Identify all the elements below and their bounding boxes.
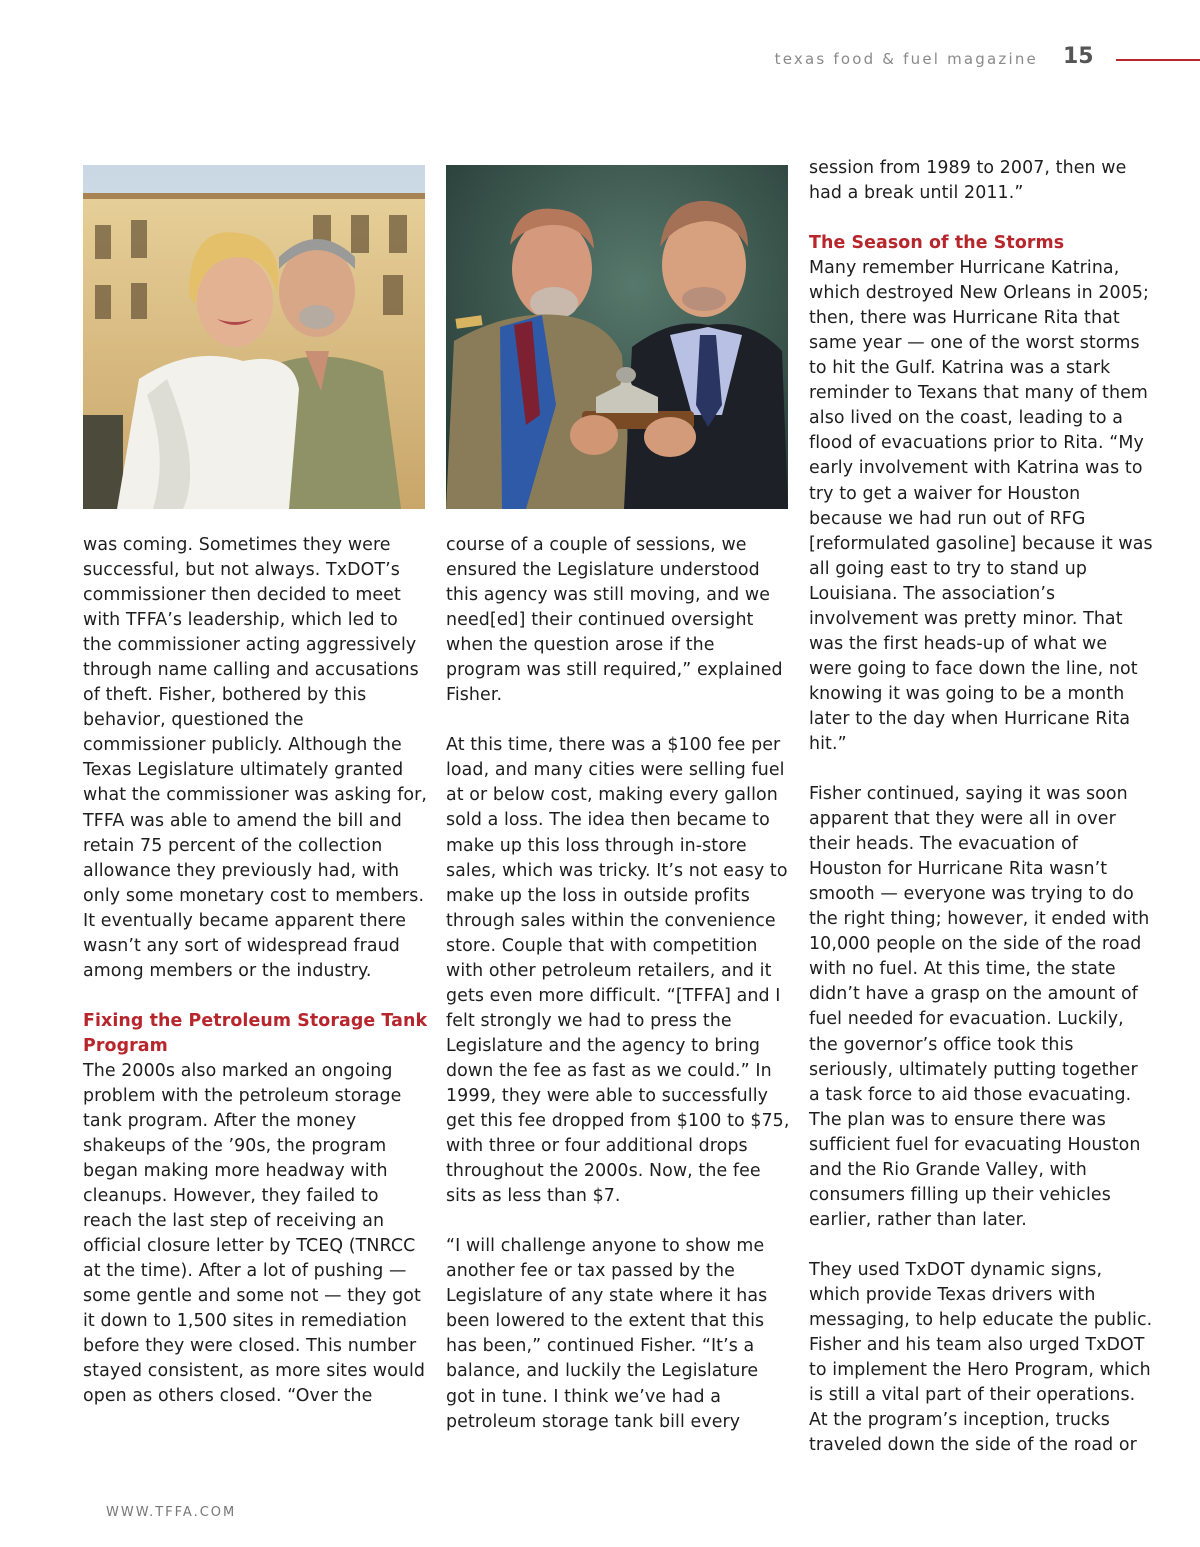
page-number: 15 bbox=[1063, 44, 1094, 69]
body-paragraph: They used TxDOT dynamic signs, which provide Texas drivers with messaging, to help educate the public. Fisher and his team also urged TxDOT to implement the Hero Program, which is still a vital part of their operations. At the program’s inception, trucks traveled down the side of the road or bbox=[809, 1259, 1153, 1456]
article-column-1 bbox=[83, 533, 428, 1410]
article-column-2 bbox=[446, 533, 791, 1435]
couple-portrait-photo bbox=[83, 165, 425, 509]
body-paragraph: “I will challenge anyone to show me another fee or tax passed by the Legislature of any state where it has been lowered to the extent that this has been,” continued Fisher. “It’s a balance, and luckily the Legislature got in tune. I think we’ve had a petroleum storage tank bill every bbox=[446, 1236, 768, 1432]
magazine-title: texas food & fuel magazine bbox=[774, 50, 1038, 68]
body-paragraph: session from 1989 to 2007, then we had a break until 2011.” bbox=[809, 158, 1127, 204]
body-paragraph: At this time, there was a $100 fee per load, and many cities were selling fuel at or below cost, making every gallon sold a loss. The idea then became to make up this loss through in-store sales, which was tricky. It’s not easy to make up the loss in outside profits through sales within the convenience store. Couple that with competition with other petroleum retailers, and it gets even more difficult. “[TFFA] and I felt strongly we had to press the Legislature and the agency to bring down the fee as fast as we could.” In 1999, they were able to successfully get this fee dropped from $100 to $75, with three or four additional drops throughout the 2000s. Now, the fee sits as less than $7. bbox=[446, 735, 790, 1207]
header-rule bbox=[1116, 59, 1200, 61]
body-paragraph: was coming. Sometimes they were successful, but not always. TxDOT’s commissioner then decided to meet with TFFA’s leadership, which led to the commissioner acting aggressively through name calling and accusations of theft. Fisher, bothered by this behavior, questioned the commissioner publicly. Although the Texas Legislature ultimately granted what the commissioner was asking for, TFFA was able to amend the bill and retain 75 percent of the collection allowance they previously had, with only some monetary cost to members. It eventually became apparent there wasn’t any sort of widespread fraud among members or the industry. bbox=[83, 535, 428, 981]
article-column-3 bbox=[809, 156, 1154, 1458]
body-paragraph: The 2000s also marked an ongoing problem with the petroleum storage tank program. After the money shakeups of the ’90s, the program began making more headway with cleanups. However, they failed to reach the last step of receiving an official closure letter by TCEQ (TNRCC at the time). After a lot of pushing — some gentle and some not — they got it down to 1,500 sites in remediation before they were closed. This number stayed consistent, as more sites would open as others closed. “Over the bbox=[83, 1060, 426, 1407]
body-paragraph: Many remember Hurricane Katrina, which destroyed New Orleans in 2005; then, there was Hurricane Rita that same year — one of the worst storms to hit the Gulf. Katrina was a stark reminder to Texans that many of them also lived on the coast, leading to a flood of evacuations prior to Rita. “My early involvement with Katrina was to try to get a waiver for Houston because we had run out of RFG [reformulated gasoline] because it was all going east to try to stand up Louisiana. The association’s involvement was pretty minor. That was the first heads-up of what we were going to face down the line, not knowing it was going to be a month later to the day when Hurricane Rita hit.” bbox=[809, 258, 1153, 754]
section-heading: The Season of the Storms bbox=[809, 233, 1065, 254]
body-paragraph: course of a couple of sessions, we ensured the Legislature understood this agency was still moving, and we need[ed] their continued oversight when the question arose if the program was still required,” explained Fisher. bbox=[446, 535, 783, 706]
footer-url: WWW.TFFA.COM bbox=[106, 1505, 237, 1520]
body-paragraph: Fisher continued, saying it was soon apparent that they were all in over their heads. The evacuation of Houston for Hurricane Rita wasn’t smooth — everyone was trying to do the right thing; however, it ended with 10,000 people on the side of the road with no fuel. At this time, the state didn’t have a grasp on the amount of fuel needed for evacuation. Luckily, the governor’s office took this seriously, ultimately putting together a task force to aid those evacuating. The plan was to ensure there was sufficient fuel for evacuating Houston and the Rio Grande Valley, with consumers filling up their vehicles earlier, rather than later. bbox=[809, 784, 1150, 1230]
section-heading: Fixing the Petroleum Storage Tank Program bbox=[83, 1010, 428, 1056]
award-presentation-photo bbox=[446, 165, 788, 509]
